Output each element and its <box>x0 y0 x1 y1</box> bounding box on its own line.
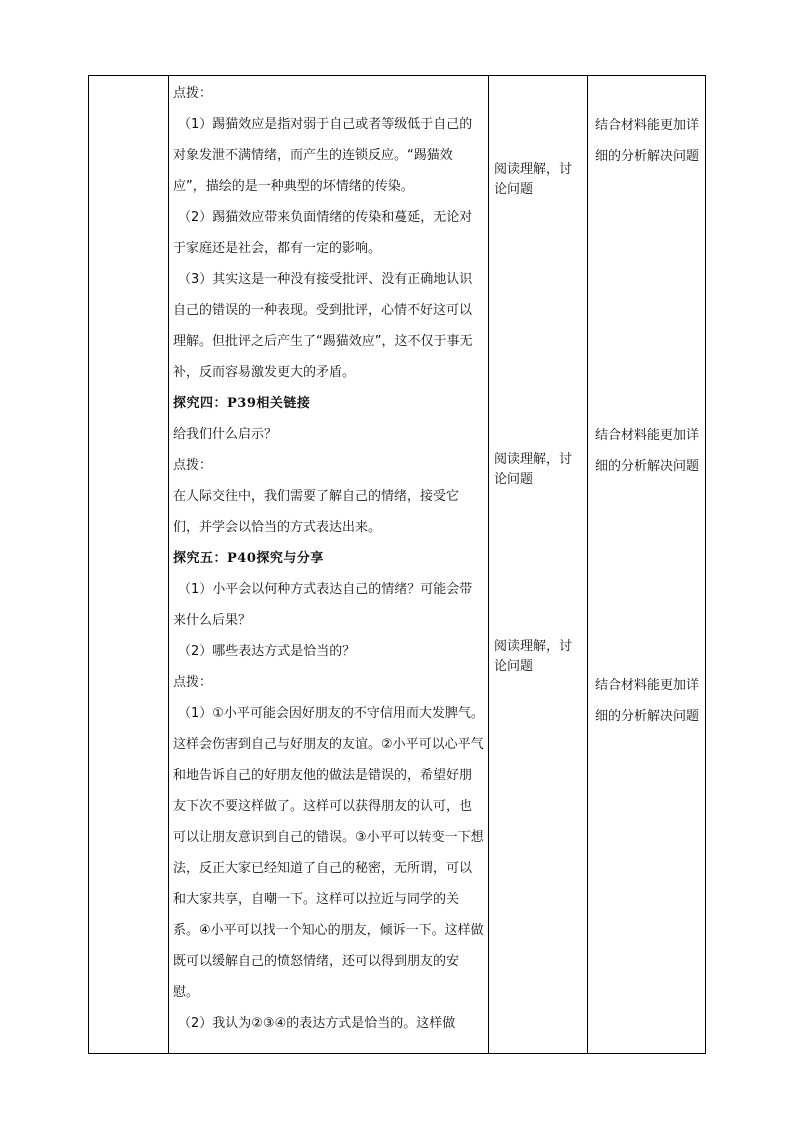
content-paragraph: （2）踢猫效应带来负面情绪的传染和蔓延，无论对于家庭还是社会，都有一定的影响。 <box>173 210 473 256</box>
content-paragraph: （2）我认为②③④的表达方式是恰当的。这样做 <box>178 1016 456 1031</box>
teaching-content-column <box>173 78 484 1039</box>
content-paragraph: 给我们什么启示？ <box>173 427 278 442</box>
column-divider <box>587 76 588 1053</box>
column-divider <box>168 76 169 1053</box>
content-paragraph: 点拨： <box>173 458 213 473</box>
column-divider <box>488 76 489 1053</box>
lesson-table <box>88 75 706 1054</box>
content-paragraph: 在人际交往中，我们需要了解自己的情绪，接受它们，并学会以恰当的方式表达出来。 <box>173 489 460 535</box>
design-intent-cell: 结合材料能更加详细的分析解决问题 <box>595 428 700 474</box>
content-paragraph: （3）其实这是一种没有接受批评、没有正确地认识自己的错误的一种表现。受到批评，心情不好这可以理解。但批评之后产生了“踢猫效应”，这不仅于事无补，反而容易激发更大的矛盾。 <box>173 272 473 380</box>
activity-cell: 阅读理解，讨论问题 <box>494 452 573 487</box>
content-paragraph: （2）哪些表达方式是恰当的？ <box>178 644 356 659</box>
content-paragraph: （1）①小平可能会因好朋友的不守信用而大发脾气。这样会伤害到自己与好朋友的友谊。②小平可以心平气和地告诉自己的好朋友他的做法是错误的，希望好朋友下次不要这样做了。这样可以获得朋友的认可，也可以让朋友意识到自己的错误。③小平可以转变一下想法，反正大家已经知道了自己的秘密，无所谓，可以和大家共享，自嘲一下。这样可以拉近与同学的关系。④小平可以找一个知心的朋友，倾诉一下。这样做既可以缓解自己的愤怒情绪，还可以得到朋友的安慰。 <box>173 706 484 1000</box>
section-heading: 探究五：P40探究与分享 <box>173 551 324 566</box>
activity-cell: 阅读理解，讨论问题 <box>494 639 573 674</box>
content-paragraph: 点拨： <box>173 675 213 690</box>
design-intent-cell: 结合材料能更加详细的分析解决问题 <box>595 118 700 164</box>
content-paragraph: （1）踢猫效应是指对弱于自己或者等级低于自己的对象发泄不满情绪，而产生的连锁反应。“踢猫效应”，描绘的是一种典型的坏情绪的传染。 <box>173 117 473 194</box>
section-heading: 探究四：P39相关链接 <box>173 396 311 411</box>
content-paragraph: 点拨： <box>173 86 213 101</box>
activity-cell: 阅读理解，讨论问题 <box>494 162 573 197</box>
design-intent-cell: 结合材料能更加详细的分析解决问题 <box>595 678 700 724</box>
content-paragraph: （1）小平会以何种方式表达自己的情绪？可能会带来什么后果？ <box>173 582 473 628</box>
